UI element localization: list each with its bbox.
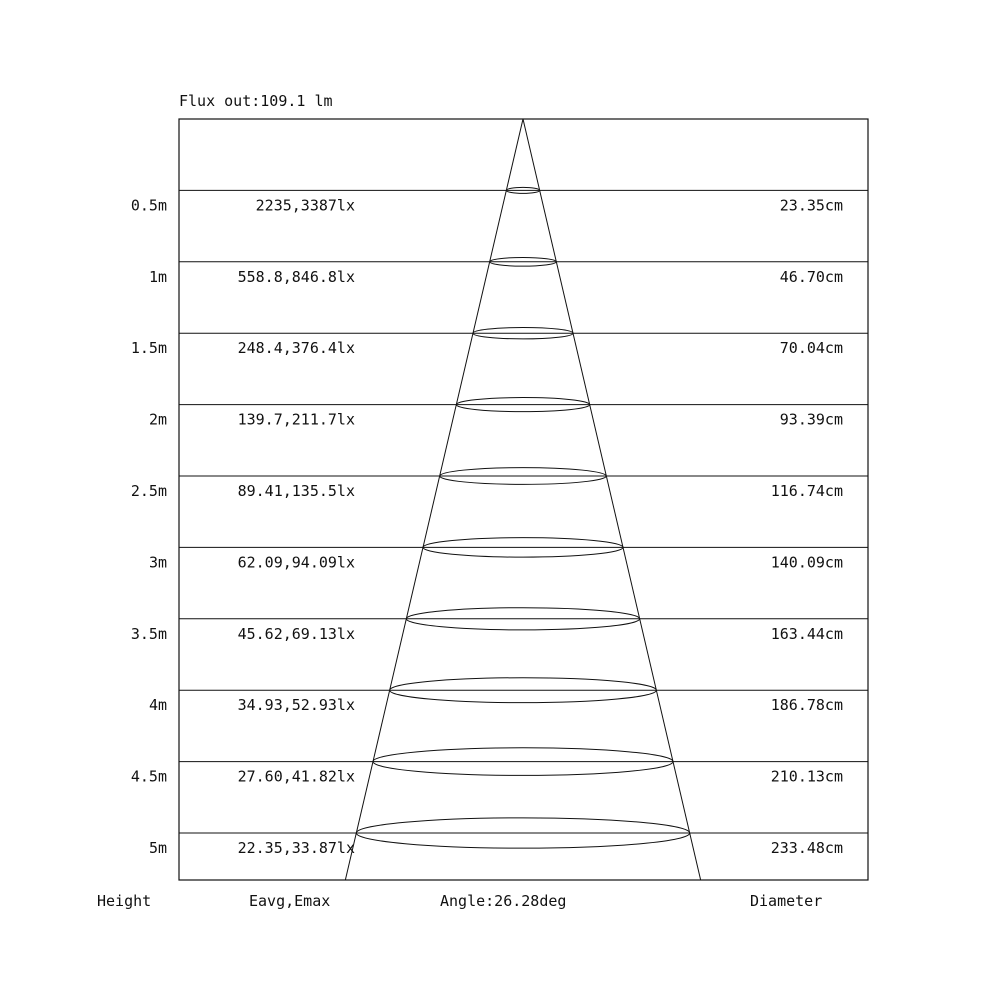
beam-cone-left-edge — [345, 119, 523, 880]
beam-cone-right-edge — [523, 119, 701, 880]
beam-angle-label: Angle:26.28deg — [440, 892, 567, 910]
illuminance-value: 62.09,94.09lx — [237, 553, 355, 572]
height-value: 1m — [148, 267, 167, 286]
diameter-value: 233.48cm — [770, 839, 843, 857]
illuminance-column-label: Eavg,Emax — [249, 892, 331, 910]
height-value: 5m — [148, 839, 167, 857]
illuminance-value: 248.4,376.4lx — [237, 339, 355, 358]
diameter-value: 186.78cm — [770, 696, 843, 715]
illuminance-value: 89.41,135.5lx — [237, 482, 355, 500]
diameter-column-label: Diameter — [750, 892, 823, 910]
diameter-value: 116.74cm — [770, 482, 843, 500]
illuminance-value: 2235,3387lx — [255, 196, 355, 215]
illuminance-value: 558.8,846.8lx — [237, 267, 355, 286]
illuminance-value: 22.35,33.87lx — [237, 839, 355, 857]
illuminance-value: 139.7,211.7lx — [237, 410, 355, 429]
diameter-value: 23.35cm — [779, 196, 843, 215]
diameter-value: 163.44cm — [770, 624, 843, 643]
flux-label: Flux out:109.1 lm — [179, 92, 333, 110]
diameter-value: 93.39cm — [779, 410, 843, 429]
height-value: 3m — [148, 553, 167, 572]
illuminance-value: 34.93,52.93lx — [237, 696, 355, 715]
height-rows — [131, 187, 868, 857]
height-value: 2.5m — [130, 482, 167, 500]
height-value: 4.5m — [130, 767, 167, 786]
diameter-value: 70.04cm — [779, 339, 843, 358]
diameter-value: 140.09cm — [770, 553, 843, 572]
height-value: 2m — [148, 410, 167, 429]
height-value: 1.5m — [130, 339, 167, 358]
height-value: 4m — [148, 696, 167, 715]
diameter-value: 46.70cm — [779, 267, 843, 286]
height-value: 0.5m — [130, 196, 167, 215]
illuminance-value: 27.60,41.82lx — [237, 767, 355, 786]
diameter-value: 210.13cm — [770, 767, 843, 786]
illuminance-value: 45.62,69.13lx — [237, 624, 355, 643]
height-column-label: Height — [97, 892, 152, 910]
height-value: 3.5m — [130, 624, 167, 643]
